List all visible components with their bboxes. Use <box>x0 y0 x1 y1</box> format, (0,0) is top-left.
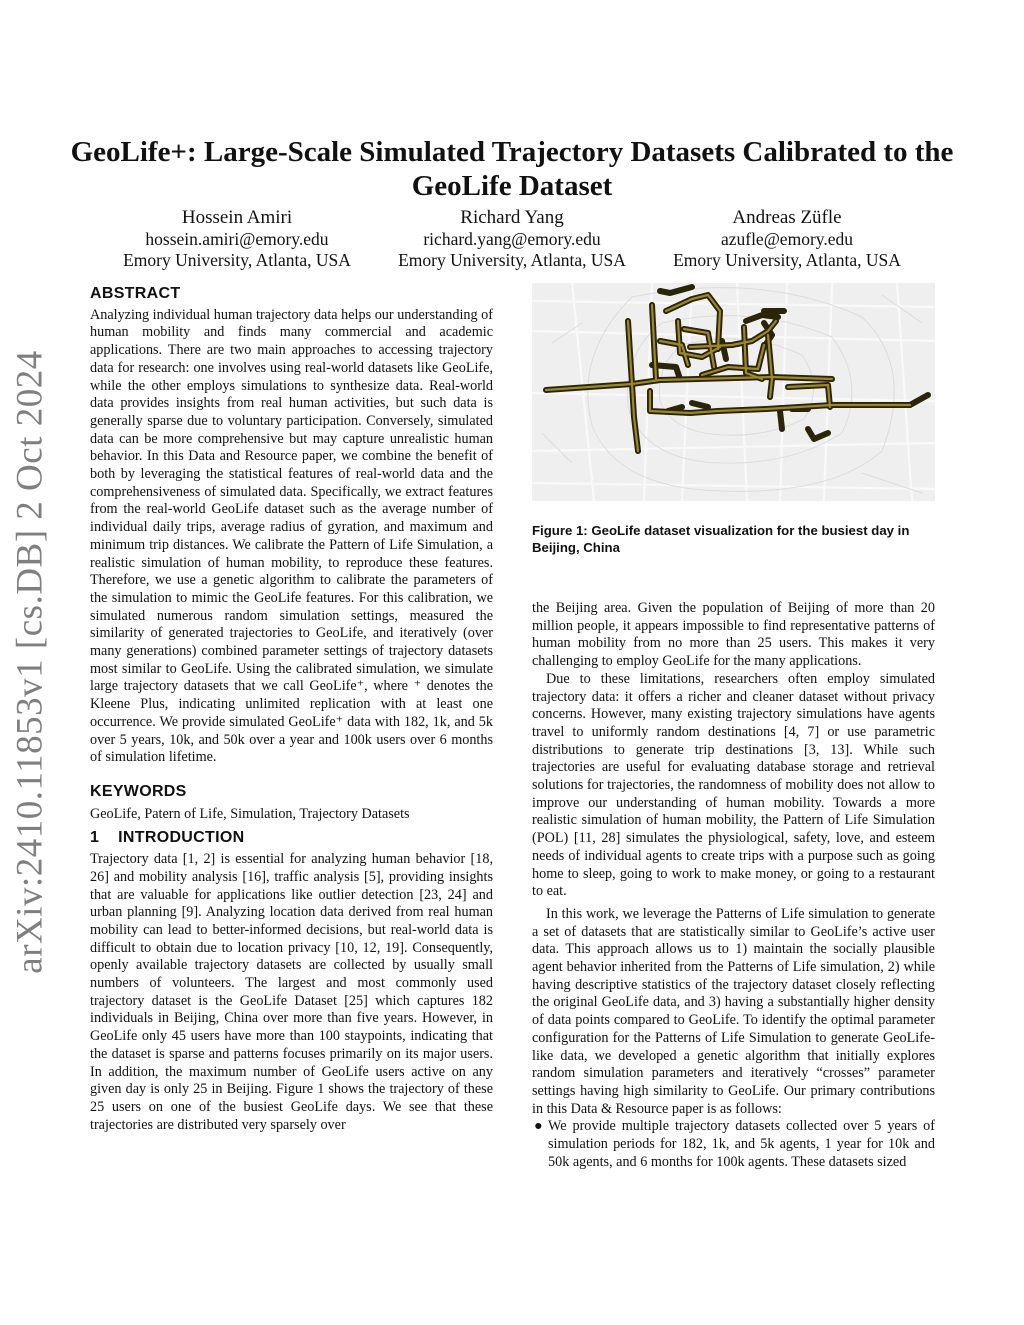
trajectory-map-graphic <box>532 283 935 501</box>
contribution-list <box>532 1118 935 1171</box>
arxiv-stamp <box>8 350 52 974</box>
author-affiliation: Emory University, Atlanta, USA <box>673 250 901 270</box>
author-email: hossein.amiri@emory.edu <box>145 229 329 249</box>
figure-1-caption: Figure 1: GeoLife dataset visualization for the busiest day in Beijing, China <box>532 523 910 555</box>
intro-heading: 1 INTRODUCTION <box>90 829 245 847</box>
arxiv-id: arXiv:2410.11853v1 [cs.DB] 2 Oct 2024 <box>9 350 51 974</box>
author-block-2 <box>362 207 662 271</box>
author-name: Andreas Züfle <box>732 207 842 228</box>
keywords-heading: KEYWORDS <box>90 782 187 800</box>
abstract-heading: ABSTRACT <box>90 285 181 302</box>
author-block-3 <box>637 207 937 271</box>
author-email: azufle@emory.edu <box>720 229 854 249</box>
bullet-icon: ● <box>534 1118 543 1135</box>
intro-paragraph-2: Due to these limitations, researchers often employ simulated trajectory data: it offers a richer and cleaner dataset without privacy concerns. However, many existing trajectory simulations have agents travel to uniformly random destinations [4, 7] or use parametric distributions to generate trip destinations [3, 13]. While such trajectories are useful for evaluating database storage and retrieval solutions for trajectories, the randomness of mobility does not allow to improve our understanding of human mobility. Towards a more realistic simulation of human mobility, the Pattern of Life Simulation (POL) [11, 28] simulates the physiological, safety, love, and esteem needs of individual agents to create trips with a purpose such as going home to sleep, going to work to make money, or going to a restaurant to eat. <box>532 670 935 900</box>
intro-paragraph-1-cont: the Beijing area. Given the population of Beijing of more than 20 million people, it appears impossible to find representative patterns of human mobility from no more than 25 users. This makes it very challenging to employ GeoLife for the many applications. <box>532 600 935 670</box>
right-column <box>532 600 935 1172</box>
author-name: Richard Yang <box>460 207 564 228</box>
author-affiliation: Emory University, Atlanta, USA <box>398 250 626 270</box>
author-affiliation: Emory University, Atlanta, USA <box>123 250 351 270</box>
author-block-1 <box>87 207 387 271</box>
paper-title: GeoLife+: Large-Scale Simulated Trajectory Datasets Calibrated to the GeoLife Dataset <box>70 136 954 202</box>
author-email: richard.yang@emory.edu <box>423 229 601 249</box>
figure-1-map <box>532 283 935 501</box>
abstract-text: Analyzing individual human trajectory data helps our understanding of human mobility and finds many commercial and academic applications. There are two main approaches to accessing trajectory data for research: one involves using real-world datasets like GeoLife, while the other employs simulations to synthesize data. Real-world data provides insights from real human activities, but such data is generally sparse due to voluntary participation. Conversely, simulated data can be more comprehensive but may capture unrealistic human behavior. In this Data and Resource paper, we combine the benefit of both by leveraging the statistical features of real-world data and the comprehensiveness of simulated data. Specifically, we extract features from the real-world GeoLife dataset such as the average number of individual daily trips, average radius of gyration, and maximum and minimum trip distances. We calibrate the Pattern of Life Simulation, a realistic simulation of human mobility, to reproduce these features. Therefore, we use a genetic algorithm to calibrate the parameters of the simulation to mimic the GeoLife features. For this calibration, we simulated numerous random simulation settings, measured the similarity of generated trajectories to GeoLife, and iteratively (over many generations) combined parameter settings of trajectory datasets most similar to GeoLife. Using the calibrated simulation, we simulate large trajectory datasets that we call GeoLife⁺, where ⁺ denotes the Kleene Plus, indicating unlimited replication with at least one occurrence. We provide simulated GeoLife⁺ data with 182, 1k, and 5k over 5 years, 10k, and 50k over a year and 100k users over 6 months of simulation lifetime. <box>90 306 493 766</box>
author-name: Hossein Amiri <box>181 207 293 228</box>
contribution-text-1: We provide multiple trajectory datasets collected over 5 years of simulation periods for 182, 1k, and 5k agents, 1 year for 10k and 50k agents, and 6 months for 100k agents. These datasets sized <box>548 1118 935 1170</box>
keywords-text: GeoLife, Patern of Life, Simulation, Trajectory Datasets <box>90 805 410 822</box>
left-column <box>90 285 493 1134</box>
intro-paragraph-1: Trajectory data [1, 2] is essential for analyzing human behavior [18, 26] and mobility analysis [16], traffic analysis [5], providing insights that are valuable for applications like outlier detection [23, 24] and urban planning [9]. Analyzing location data derived from real human mobility can lead to better-informed decisions, but real-world data is difficult to obtain due to location privacy [10, 12, 19]. Consequently, openly available trajectory datasets are collected by usually small numbers of volunteers. The largest and most commonly used trajectory dataset is the GeoLife Dataset [25] which captures 182 individuals in Beijing, China over more than five years. However, in GeoLife only 45 users have more than 100 staypoints, indicating that the dataset is sparse and patterns focuses primarily on its major users. In addition, the maximum number of GeoLife users active on any given day is only 25 in Beijing. Figure 1 shows the trajectory of these 25 users on one of the busiest GeoLife days. We see that these trajectories are distributed very sparsely over <box>90 851 493 1133</box>
intro-paragraph-3: In this work, we leverage the Patterns of Life simulation to generate a set of datasets that are statistically similar to GeoLife’s active user data. This approach allows us to 1) maintain the socially plausible agent behavior inherited from the Patterns of Life simulation, 2) while having descriptive statistics of the trajectory dataset closely reflecting the original GeoLife data, and 3) having a substantially higher density of data points compared to GeoLife. To identify the optimal parameter configuration for the Patterns of Life Simulation to generate GeoLife-like data, we developed a genetic algorithm that initially explores random simulation parameters and iteratively “crosses” parameter settings having high similarity to GeoLife. Our primary contributions in this Data & Resource paper is as follows: <box>532 905 935 1117</box>
list-item <box>532 1118 935 1171</box>
